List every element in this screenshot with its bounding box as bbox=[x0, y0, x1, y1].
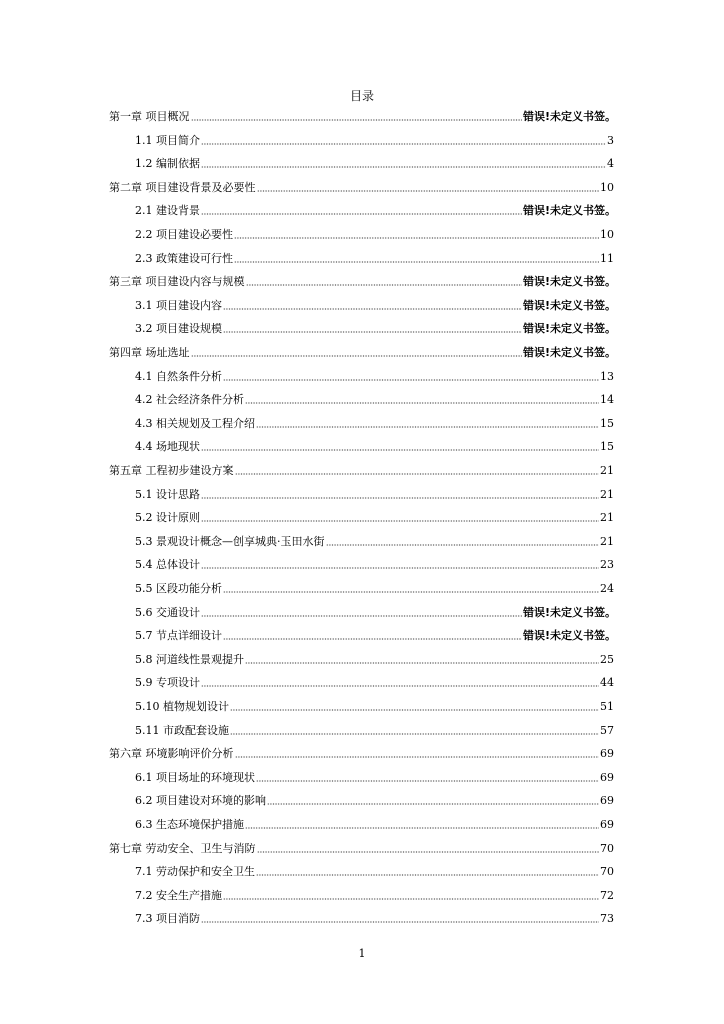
toc-bookmark-error: 错误!未定义书签。 bbox=[522, 110, 616, 123]
toc-page-number: 21 bbox=[600, 511, 614, 525]
toc-entry-title: 4.4 场地现状 bbox=[135, 440, 200, 454]
toc-page-number: 24 bbox=[600, 582, 614, 595]
toc-page-number: 11 bbox=[600, 251, 614, 265]
toc-page-number: 57 bbox=[600, 723, 614, 737]
toc-entry-title: 5.5 区段功能分析 bbox=[135, 582, 222, 595]
toc-entry-title: 6.3 生态环境保护措施 bbox=[135, 818, 244, 831]
toc-section-entry[interactable] bbox=[135, 439, 614, 455]
toc-entry-title: 6.2 项目建设对环境的影响 bbox=[135, 794, 266, 808]
toc-section-entry[interactable] bbox=[135, 487, 614, 503]
toc-page-number: 72 bbox=[600, 888, 614, 902]
toc-page-number: 69 bbox=[600, 747, 614, 761]
toc-page-number: 70 bbox=[600, 865, 614, 879]
toc-entry-title: 5.1 设计思路 bbox=[135, 487, 200, 501]
toc-dot-leader bbox=[201, 684, 599, 688]
toc-page-number: 10 bbox=[600, 228, 614, 241]
toc-entry-title: 5.4 总体设计 bbox=[135, 558, 200, 572]
toc-section-entry[interactable] bbox=[135, 723, 614, 739]
toc-section-entry[interactable] bbox=[135, 227, 614, 243]
toc-section-entry[interactable] bbox=[135, 888, 614, 904]
toc-section-entry[interactable] bbox=[135, 392, 614, 408]
toc-dot-leader bbox=[267, 802, 599, 806]
toc-dot-leader bbox=[234, 260, 599, 264]
toc-page-number: 15 bbox=[600, 416, 614, 430]
toc-bookmark-error: 错误!未定义书签。 bbox=[522, 298, 616, 312]
toc-entry-title: 第五章 工程初步建设方案 bbox=[109, 464, 234, 477]
toc-section-entry[interactable] bbox=[135, 251, 614, 267]
toc-page-number: 70 bbox=[600, 841, 614, 855]
toc-entry-title: 1.2 编制依据 bbox=[135, 157, 200, 171]
toc-dot-leader bbox=[256, 779, 599, 783]
toc-entry-title: 第六章 环境影响评价分析 bbox=[109, 747, 234, 761]
toc-chapter-entry[interactable] bbox=[109, 180, 614, 196]
toc-bookmark-error: 错误!未定义书签。 bbox=[522, 322, 616, 336]
toc-section-entry[interactable] bbox=[135, 770, 614, 786]
toc-entry-title: 第七章 劳动安全、卫生与消防 bbox=[109, 841, 256, 855]
toc-dot-leader bbox=[223, 307, 522, 311]
toc-entry-title: 6.1 项目场址的环境现状 bbox=[135, 770, 255, 784]
toc-dot-leader bbox=[246, 283, 522, 287]
toc-section-entry[interactable] bbox=[135, 605, 616, 621]
toc-page-number: 69 bbox=[600, 770, 614, 784]
toc-entry-title: 第四章 场址选址 bbox=[109, 346, 190, 359]
toc-entry-title: 5.2 设计原则 bbox=[135, 511, 200, 525]
toc-dot-leader bbox=[191, 118, 522, 122]
toc-page-number: 3 bbox=[607, 133, 614, 147]
toc-section-entry[interactable] bbox=[135, 675, 614, 691]
toc-section-entry[interactable] bbox=[135, 652, 614, 668]
toc-bookmark-error: 错误!未定义书签。 bbox=[522, 204, 616, 218]
toc-bookmark-error: 错误!未定义书签。 bbox=[522, 629, 616, 643]
toc-entry-title: 2.3 政策建设可行性 bbox=[135, 251, 233, 265]
toc-chapter-entry[interactable] bbox=[109, 109, 616, 125]
toc-dot-leader bbox=[245, 826, 599, 830]
toc-entry-title: 5.3 景观设计概念—创享城典·玉田水街 bbox=[135, 534, 325, 548]
toc-dot-leader bbox=[201, 142, 606, 146]
toc-page-number: 21 bbox=[600, 464, 614, 477]
toc-section-entry[interactable] bbox=[135, 817, 614, 833]
toc-section-entry[interactable] bbox=[135, 298, 616, 314]
toc-dot-leader bbox=[256, 425, 599, 429]
toc-section-entry[interactable] bbox=[135, 793, 614, 809]
toc-dot-leader bbox=[201, 448, 599, 452]
toc-section-entry[interactable] bbox=[135, 416, 614, 432]
toc-dot-leader bbox=[235, 472, 600, 476]
toc-section-entry[interactable] bbox=[135, 510, 614, 526]
toc-entry-title: 5.9 专项设计 bbox=[135, 676, 200, 690]
toc-dot-leader bbox=[223, 330, 522, 334]
toc-entry-title: 5.10 植物规划设计 bbox=[135, 700, 229, 713]
toc-entry-title: 7.3 项目消防 bbox=[135, 912, 200, 926]
toc-dot-leader bbox=[223, 378, 599, 382]
toc-entry-title: 4.1 自然条件分析 bbox=[135, 369, 222, 383]
toc-dot-leader bbox=[201, 496, 599, 500]
toc-page-number: 21 bbox=[600, 534, 614, 548]
toc-section-entry[interactable] bbox=[135, 534, 614, 550]
toc-heading: 目录 bbox=[349, 89, 374, 103]
toc-dot-leader bbox=[201, 614, 522, 618]
toc-section-entry[interactable] bbox=[135, 203, 616, 219]
toc-dot-leader bbox=[245, 401, 599, 405]
toc-section-entry[interactable] bbox=[135, 369, 614, 385]
toc-page-number: 51 bbox=[600, 700, 614, 713]
toc-entry-title: 7.1 劳动保护和安全卫生 bbox=[135, 865, 255, 879]
toc-entry-title: 5.8 河道线性景观提升 bbox=[135, 652, 244, 666]
toc-page-number: 73 bbox=[600, 912, 614, 926]
toc-entry-title: 2.1 建设背景 bbox=[135, 204, 200, 218]
toc-dot-leader bbox=[234, 236, 599, 240]
toc-entry-title: 3.1 项目建设内容 bbox=[135, 298, 222, 312]
toc-chapter-entry[interactable] bbox=[109, 463, 614, 479]
toc-section-entry[interactable] bbox=[135, 911, 614, 927]
toc-bookmark-error: 错误!未定义书签。 bbox=[522, 346, 616, 359]
page-number: 1 bbox=[358, 947, 366, 960]
toc-page-number: 15 bbox=[600, 440, 614, 454]
toc-section-entry[interactable] bbox=[135, 581, 614, 597]
toc-dot-leader bbox=[230, 708, 599, 712]
toc-dot-leader bbox=[256, 873, 599, 877]
toc-section-entry[interactable] bbox=[135, 156, 614, 172]
toc-dot-leader bbox=[230, 732, 599, 736]
toc-section-entry[interactable] bbox=[135, 864, 614, 880]
toc-entry-title: 5.7 节点详细设计 bbox=[135, 629, 222, 643]
toc-entry-title: 7.2 安全生产措施 bbox=[135, 888, 222, 902]
toc-chapter-entry[interactable] bbox=[109, 274, 616, 290]
toc-page-number: 23 bbox=[600, 558, 614, 572]
toc-dot-leader bbox=[201, 566, 599, 570]
toc-dot-leader bbox=[245, 661, 599, 665]
toc-page-number: 69 bbox=[600, 818, 614, 831]
toc-section-entry[interactable] bbox=[135, 628, 616, 644]
toc-dot-leader bbox=[235, 755, 600, 759]
toc-dot-leader bbox=[201, 519, 599, 523]
toc-chapter-entry[interactable] bbox=[109, 841, 614, 857]
toc-dot-leader bbox=[257, 850, 600, 854]
toc-entry-title: 第三章 项目建设内容与规模 bbox=[109, 275, 245, 289]
toc-page-number: 25 bbox=[600, 652, 614, 666]
toc-dot-leader bbox=[223, 590, 599, 594]
toc-entry-title: 5.6 交通设计 bbox=[135, 605, 200, 619]
toc-chapter-entry[interactable] bbox=[109, 746, 614, 762]
toc-dot-leader bbox=[223, 637, 522, 641]
toc-entry-title: 第二章 项目建设背景及必要性 bbox=[109, 180, 256, 194]
toc-page-number: 69 bbox=[600, 794, 614, 808]
toc-section-entry[interactable] bbox=[135, 133, 614, 149]
toc-page-number: 14 bbox=[600, 393, 614, 407]
toc-entry-title: 第一章 项目概况 bbox=[109, 110, 190, 123]
toc-page-number: 21 bbox=[600, 487, 614, 501]
toc-entry-title: 4.3 相关规划及工程介绍 bbox=[135, 416, 255, 430]
toc-section-entry[interactable] bbox=[135, 557, 614, 573]
toc-chapter-entry[interactable] bbox=[109, 345, 616, 361]
toc-section-entry[interactable] bbox=[135, 321, 616, 337]
toc-dot-leader bbox=[223, 897, 599, 901]
toc-dot-leader bbox=[191, 354, 522, 358]
toc-page-number: 13 bbox=[600, 369, 614, 383]
toc-dot-leader bbox=[201, 165, 606, 169]
toc-entry-title: 2.2 项目建设必要性 bbox=[135, 228, 233, 241]
toc-dot-leader bbox=[326, 543, 600, 547]
toc-dot-leader bbox=[257, 189, 600, 193]
toc-entry-title: 4.2 社会经济条件分析 bbox=[135, 393, 244, 407]
toc-bookmark-error: 错误!未定义书签。 bbox=[522, 275, 616, 289]
toc-page-number: 44 bbox=[600, 676, 614, 690]
toc-page-number: 10 bbox=[600, 180, 614, 194]
toc-dot-leader bbox=[201, 212, 522, 216]
toc-entry-title: 3.2 项目建设规模 bbox=[135, 322, 222, 336]
toc-section-entry[interactable] bbox=[135, 699, 614, 715]
toc-bookmark-error: 错误!未定义书签。 bbox=[522, 605, 616, 619]
toc-page-number: 4 bbox=[607, 157, 614, 171]
toc-entry-title: 1.1 项目简介 bbox=[135, 133, 200, 147]
toc-dot-leader bbox=[201, 920, 599, 924]
toc-entry-title: 5.11 市政配套设施 bbox=[135, 723, 229, 737]
